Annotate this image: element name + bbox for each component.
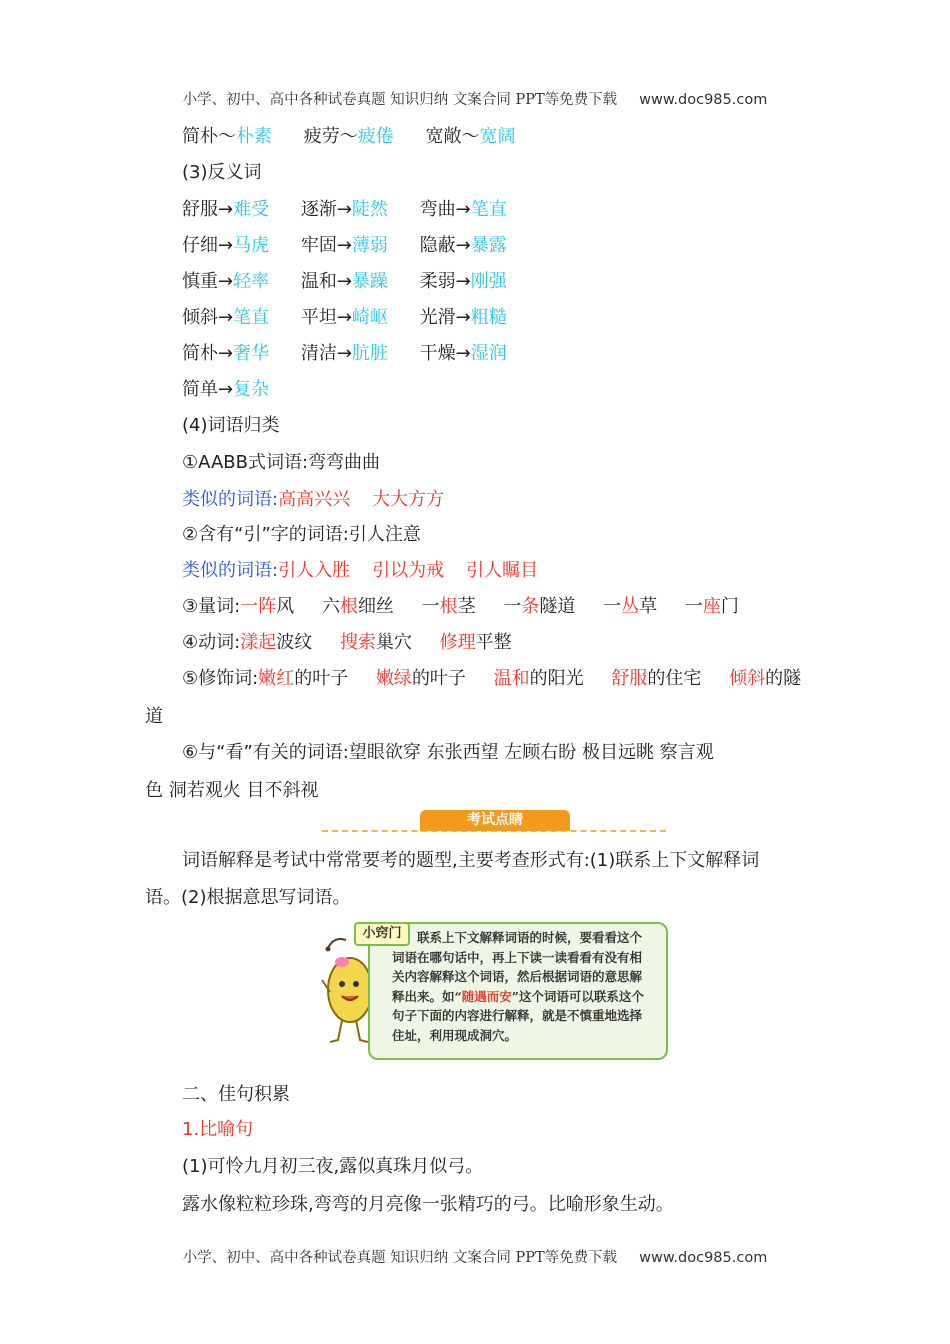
measure-item: 一阵风	[240, 596, 295, 617]
similar-item: 引以为戒	[372, 560, 445, 581]
modifier-item: 嫩红的叶子	[258, 668, 349, 689]
exam-banner	[322, 810, 666, 834]
measure-item: 一条隧道	[503, 596, 576, 617]
antonym-item: 温和→暴躁	[300, 271, 388, 292]
antonym-item: 干燥→湿润	[419, 343, 507, 364]
antonym-row	[182, 233, 507, 259]
tip-text: 联系上下文解释词语的时候，要看看这个词语在哪句话中，再上下读一读看看有没有相关内容解释这个词语，然后根据词语的意思解释出来。如“随遇而安”这个词语可以联系这个句子下面的内容进行解释，就是不慎重地选择住址，利用现成洞穴。	[392, 930, 644, 1043]
cat2-label: ②含有“引”字的词语:引人注意	[182, 524, 421, 545]
footer-text: 小学、初中、高中各种试卷真题 知识归纳 文案合同 PPT等免费下载	[182, 1250, 618, 1266]
cat5-wrap: 道	[145, 706, 163, 727]
antonym-item: 慎重→轻率	[182, 271, 270, 292]
footer-site: www.doc985.com	[639, 1250, 768, 1266]
simile1-quote: (1)可怜九月初三夜,露似真珠月似弓。	[182, 1156, 484, 1177]
cat5-modifiers	[182, 666, 801, 692]
cat4-label: ④动词:	[182, 632, 241, 653]
antonym-item: 简朴→奢华	[182, 343, 270, 364]
similar-label: 类似的词语:	[182, 489, 279, 510]
antonym-item: 隐蔽→暴露	[419, 235, 507, 256]
verb-item: 漾起波纹	[240, 632, 313, 653]
modifier-item: 倾斜的隧	[729, 668, 802, 689]
antonym-item: 仔细→马虎	[182, 235, 270, 256]
modifier-item: 嫩绿的叶子	[375, 668, 466, 689]
header-site: www.doc985.com	[639, 92, 768, 108]
page-footer	[0, 1246, 950, 1267]
tip-label: 小窍门	[354, 922, 410, 946]
page-header	[0, 88, 950, 109]
antonym-heading: (3)反义词	[182, 162, 262, 183]
cat3-label: ③量词:	[182, 596, 241, 617]
antonym-row	[182, 269, 507, 295]
banner-title: 考试点睛	[420, 810, 570, 831]
antonym-row	[182, 197, 507, 223]
simile-heading: 1.比喻句	[182, 1119, 254, 1140]
modifier-item: 温和的阳光	[493, 668, 584, 689]
antonym-item: 逐渐→陡然	[300, 199, 388, 220]
tip-box	[320, 918, 668, 1060]
similar-item: 大大方方	[372, 489, 445, 510]
synonym-row	[182, 124, 515, 150]
cat2-similar	[182, 558, 538, 584]
measure-item: 六根细丝	[321, 596, 394, 617]
similar-label: 类似的词语:	[182, 560, 279, 581]
similar-item: 引人瞩目	[466, 560, 539, 581]
cat6-line2: 色 洞若观火 目不斜视	[145, 780, 319, 801]
antonym-item: 光滑→粗糙	[419, 307, 507, 328]
antonym-row	[182, 377, 269, 403]
exam-text-line2: 语。(2)根据意思写词语。	[145, 887, 351, 908]
antonym-item: 柔弱→刚强	[419, 271, 507, 292]
antonym-item: 平坦→崎岖	[300, 307, 388, 328]
cat5-label: ⑤修饰词:	[182, 668, 259, 689]
synonym-item: 宽敞～宽阔	[425, 126, 516, 147]
cat3-measure-words	[182, 594, 739, 620]
modifier-item: 舒服的住宅	[611, 668, 702, 689]
antonym-item: 舒服→难受	[182, 199, 270, 220]
category-heading: (4)词语归类	[182, 415, 280, 436]
header-text: 小学、初中、高中各种试卷真题 知识归纳 文案合同 PPT等免费下载	[182, 92, 618, 108]
simile1-explain: 露水像粒粒珍珠,弯弯的月亮像一张精巧的弓。比喻形象生动。	[182, 1194, 674, 1215]
similar-item: 引人入胜	[278, 560, 351, 581]
antonym-item: 清洁→肮脏	[300, 343, 388, 364]
cat1-label: ①AABB式词语:弯弯曲曲	[182, 452, 381, 473]
antonym-item: 牢固→薄弱	[300, 235, 388, 256]
cat6-line1: ⑥与“看”有关的词语:望眼欲穿 东张西望 左顾右盼 极目远眺 察言观	[182, 742, 714, 763]
section2-heading: 二、佳句积累	[182, 1084, 290, 1105]
similar-item: 高高兴兴	[278, 489, 351, 510]
synonym-item: 疲劳～疲倦	[303, 126, 394, 147]
verb-item: 修理平整	[439, 632, 512, 653]
measure-item: 一根茎	[421, 596, 476, 617]
antonym-row	[182, 305, 507, 331]
antonym-item: 简单→复杂	[182, 379, 270, 400]
exam-text-line1: 词语解释是考试中常常要考的题型,主要考查形式有:(1)联系上下文解释词	[182, 850, 760, 871]
verb-item: 搜索巢穴	[339, 632, 412, 653]
synonym-item: 简朴～朴素	[182, 126, 272, 147]
tip-highlight: 随遇而安	[461, 988, 512, 1004]
antonym-row	[182, 341, 507, 367]
antonym-item: 弯曲→笔直	[419, 199, 507, 220]
measure-item: 一丛草	[603, 596, 658, 617]
measure-item: 一座门	[684, 596, 739, 617]
cat4-verbs	[182, 630, 512, 656]
cat1-similar	[182, 487, 444, 513]
antonym-item: 倾斜→笔直	[182, 307, 270, 328]
